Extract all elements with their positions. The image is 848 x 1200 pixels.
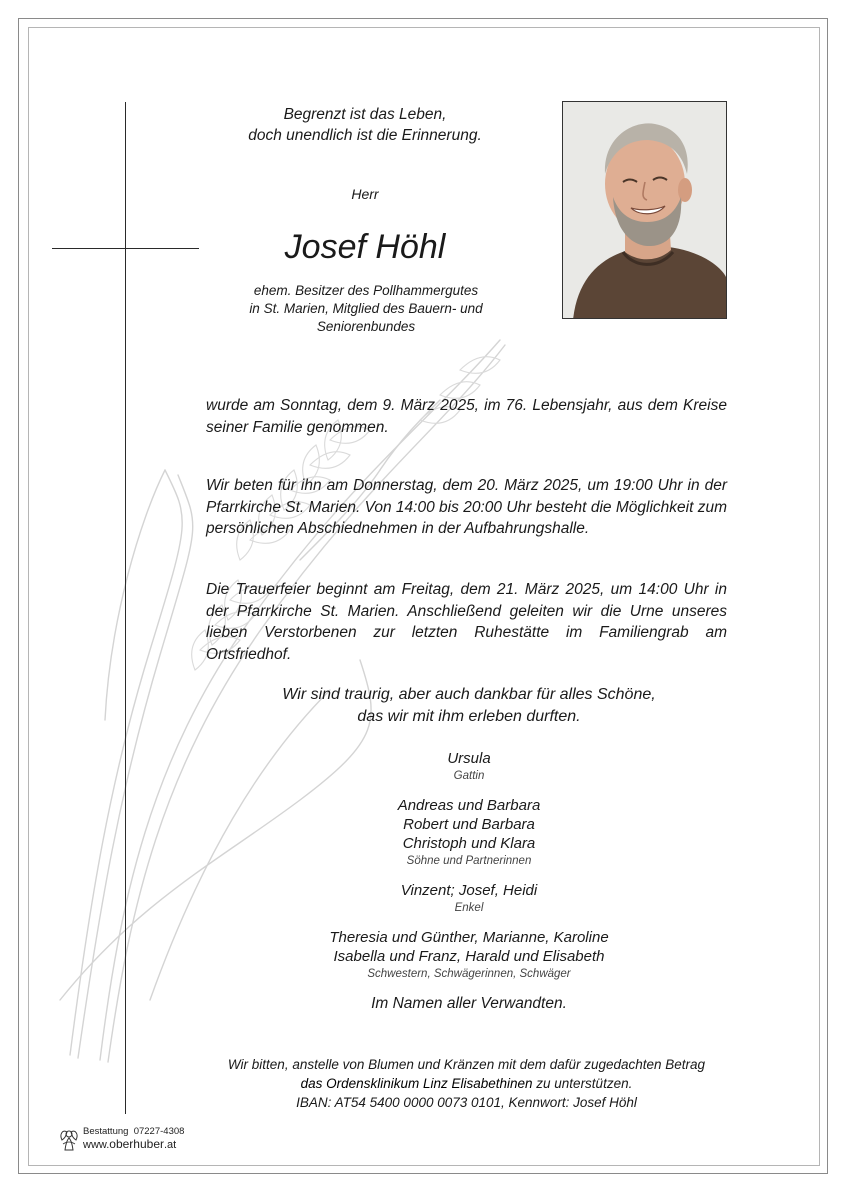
ceremony-notice: Die Trauerfeier beginnt am Freitag, dem 21. März 2025, um 14:00 Uhr in der Pfarrkirche St. Marien. Anschließend geleiten wir die Urne unseres lieben Verstorbenen zur letzten Ruhestätte im Familiengrab am Ortsfriedhof. [206,581,727,663]
mourner-relation: Gattin [453,770,485,782]
mourner-name: Vinzent; Josef, Heidi [400,882,538,899]
poem-line-2: doch unendlich ist die Erinnerung. [248,127,482,144]
mourner-name: Christoph und Klara [402,835,536,852]
donation-line-1: Wir bitten, anstelle von Blumen und Kränzen mit dem dafür zugedachten Betrag [227,1057,706,1072]
mourner-relation: Söhne und Partnerinnen [406,855,532,867]
description-line-3: Seniorenbundes [316,319,416,334]
mourner-name: Theresia und Günther, Marianne, Karoline [329,929,609,946]
poem-line-1: Begrenzt ist das Leben, [283,106,447,123]
funeral-home-phone: 07227-4308 [133,1126,185,1137]
on-behalf-statement: Im Namen aller Verwandten. [371,995,567,1012]
prayer-notice: Wir beten für ihn am Donnerstag, dem 20. März 2025, um 19:00 Uhr in der Pfarrkirche St. Marien. Von 14:00 bis 20:00 Uhr besteht die Möglichkeit zum persönlichen Abschiednehmen in der Aufbahrungshalle. [206,477,727,537]
portrait-photo [562,101,727,319]
death-announcement: wurde am Sonntag, dem 9. März 2025, im 76. Lebensjahr, aus dem Kreise seiner Familie genommen. [206,397,727,436]
closing-line-1: Wir sind traurig, aber auch dankbar für alles Schöne, [282,686,656,703]
cross-vertical-line [125,102,126,1114]
mourner-group-siblings [230,928,708,982]
deceased-name: Josef Höhl [284,228,446,266]
cross-horizontal-line [52,248,199,249]
mourner-name: Isabella und Franz, Harald und Elisabeth [333,948,605,965]
url-suffix: .at [164,1139,177,1151]
donation-line-2-rest: zu unterstützen. [532,1076,633,1091]
angel-logo-icon [58,1126,80,1152]
donation-request [200,1055,733,1112]
funeral-home-url [83,1138,184,1151]
mourner-name: Robert und Barbara [403,816,535,833]
description-line-2: in St. Marien, Mitglied des Bauern- und [249,301,483,316]
mourner-name: Andreas und Barbara [397,797,541,814]
deceased-description [220,282,512,336]
mourners-list [230,749,708,1013]
closing-statement [240,684,698,727]
description-line-1: ehem. Besitzer des Pollhammergutes [253,283,479,298]
mourner-group-spouse [230,749,708,784]
url-brand: oberhuber [109,1137,164,1151]
salutation: Herr [351,186,379,202]
donation-line-2 [200,1074,733,1093]
funeral-home-label: Bestattung [83,1126,129,1137]
mourner-group-grandchildren [230,881,708,916]
closing-line-2: das wir mit ihm erleben durften. [357,707,581,725]
mourner-relation: Schwestern, Schwägerinnen, Schwäger [367,968,571,980]
memorial-poem [200,104,530,146]
mourner-relation: Enkel [454,902,484,914]
portrait-icon [563,102,727,319]
funeral-home-logo [58,1126,198,1154]
donation-iban: IBAN: AT54 5400 0000 0073 0101, Kennwort: Josef Höhl [296,1095,637,1110]
mourner-name: Ursula [447,750,491,767]
mourner-group-sons [230,796,708,869]
donation-recipient: das Ordensklinikum Linz Elisabethinen [300,1076,533,1091]
url-prefix: www. [83,1139,110,1151]
funeral-home-text [83,1126,184,1151]
